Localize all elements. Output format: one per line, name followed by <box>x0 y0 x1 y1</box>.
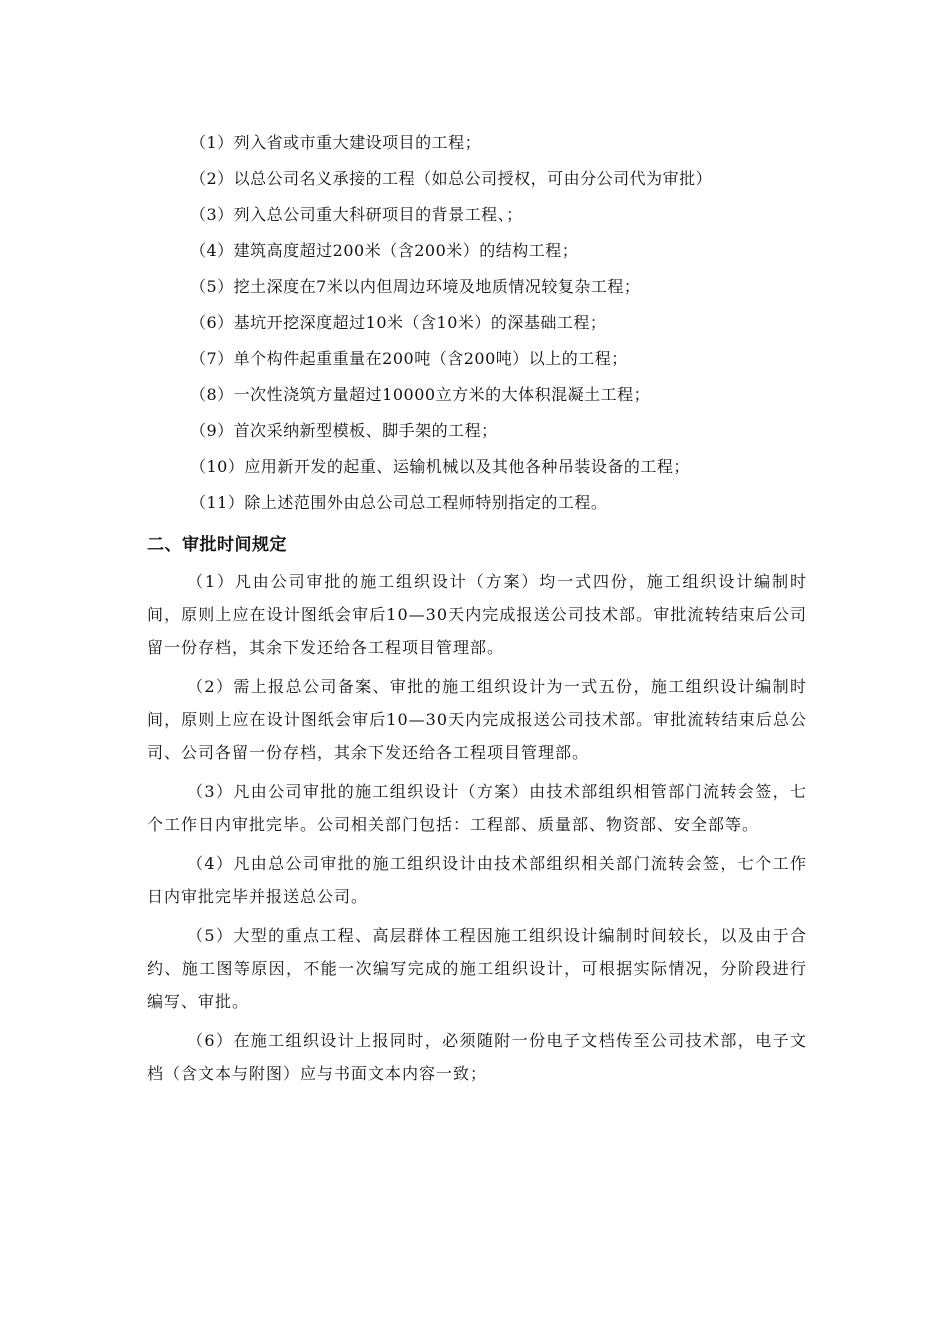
list-item: （6）基坑开挖深度超过10米（含10米）的深基础工程； <box>190 313 607 332</box>
list-item: （8）一次性浇筑方量超过10000立方米的大体积混凝土工程； <box>190 385 651 404</box>
paragraph: （3）凡由公司审批的施工组织设计（方案）由技术部组织相管部门流转会签，七个工作日内审批完毕。公司相关部门包括：工程部、质量部、物资部、安全部等。 <box>147 782 807 834</box>
list-item: （11）除上述范围外由总公司总工程师特别指定的工程。 <box>190 493 608 512</box>
paragraph: （2）需上报总公司备案、审批的施工组织设计为一式五份，施工组织设计编制时 间，原则上应在设计图纸会审后10—30天内完成报送公司技术部。审批流转结束后总公司、公司各留一份存档，其余下发还给各工程项目管理部。 <box>147 677 807 762</box>
list-item: （1）列入省或市重大建设项目的工程； <box>190 133 482 152</box>
list-item: （10）应用新开发的起重、运输机械以及其他各种吊装设备的工程； <box>190 457 690 476</box>
approval-time-section <box>147 531 807 1096</box>
list-item: （7）单个构件起重重量在200吨（含200吨）以上的工程； <box>190 349 628 368</box>
paragraph: （4）凡由总公司审批的施工组织设计由技术部组织相关部门流转会签，七个工作日内审批完毕并报送总公司。 <box>147 854 807 906</box>
list-item: （9）首次采纳新型模板、脚手架的工程； <box>190 421 498 440</box>
list-item: （2）以总公司名义承接的工程（如总公司授权，可由分公司代为审批） <box>190 169 713 188</box>
project-scope-list <box>190 125 840 521</box>
list-item: （4）建筑高度超过200米（含200米）的结构工程； <box>190 241 579 260</box>
paragraph: （6）在施工组织设计上报同时，必须随附一份电子文档传至公司技术部，电子文档（含文本与附图）应与书面文本内容一致； <box>147 1031 807 1083</box>
list-item: （3）列入总公司重大科研项目的背景工程、； <box>190 205 523 224</box>
paragraph: （5）大型的重点工程、高层群体工程因施工组织设计编制时间较长，以及由于合约、施工图等原因，不能一次编写完成的施工组织设计，可根据实际情况，分阶段进行编写、审批。 <box>147 926 807 1011</box>
list-item: （5）挖土深度在7米以内但周边环境及地质情况较复杂工程； <box>190 277 641 296</box>
section-heading: 二、审批时间规定 <box>147 535 287 555</box>
paragraph: （1）凡由公司审批的施工组织设计（方案）均一式四份，施工组织设计编制时间，原则上应在设计图纸会审后10—30天内完成报送公司技术部。审批流转结束后公司留一份存档，其余下发还给各工程项目管理部。 <box>147 572 807 657</box>
